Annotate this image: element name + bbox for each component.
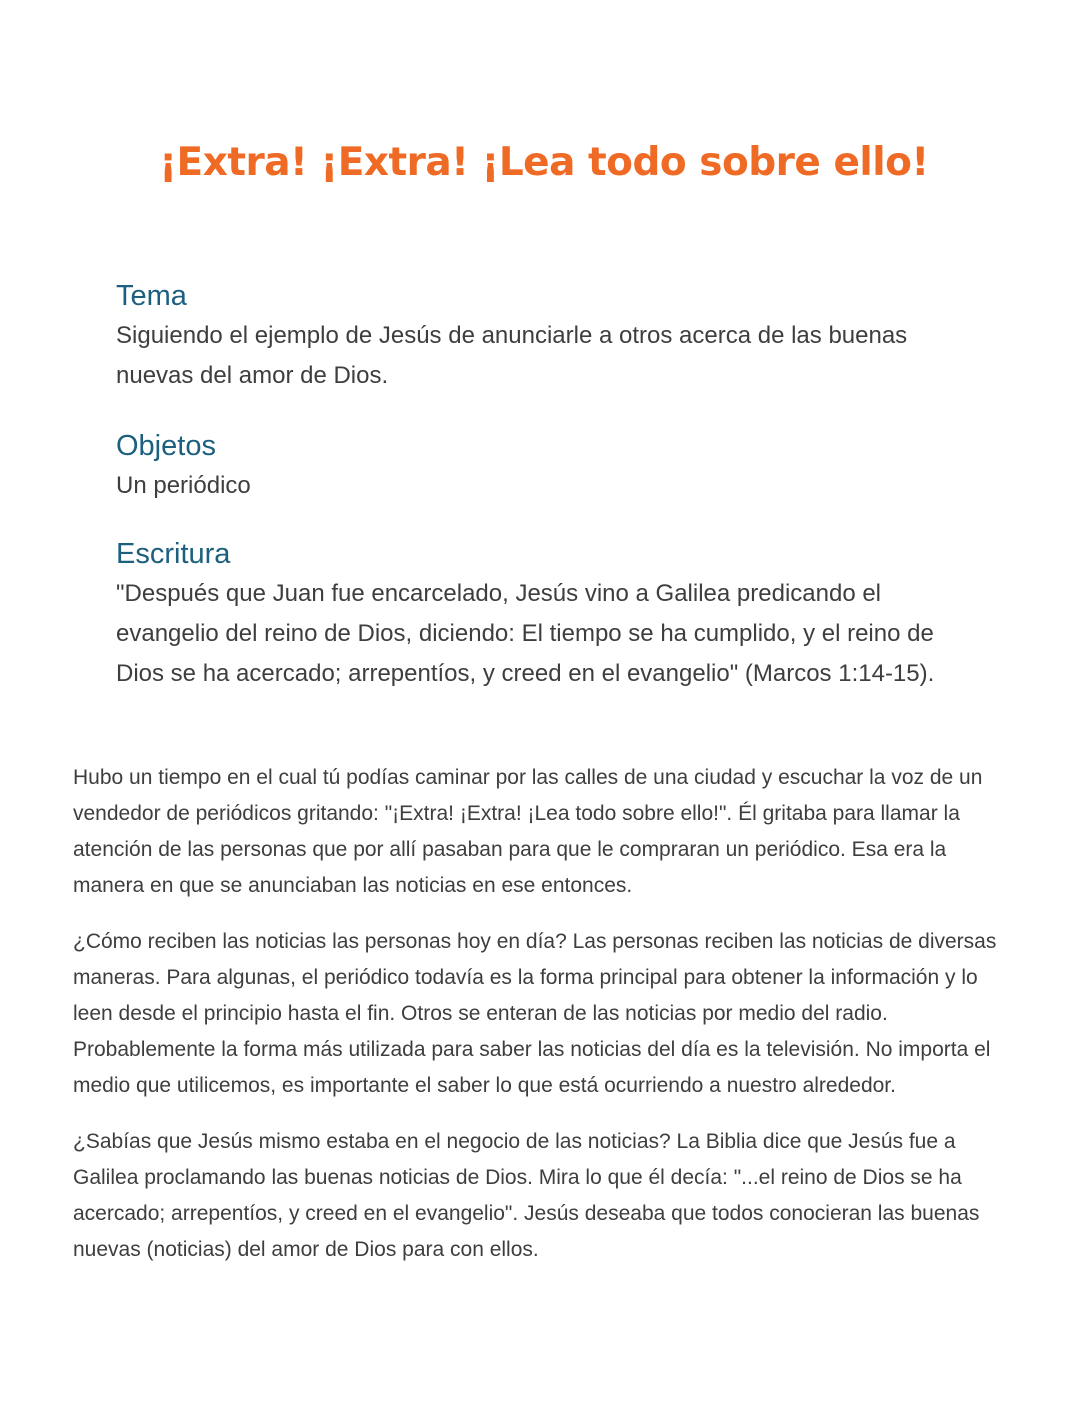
section-text-escritura: "Después que Juan fue encarcelado, Jesús vino a Galilea predicando el evangelio del reino de Dios, diciendo: El tiempo se ha cumplido, y el reino de Dios se ha acercado; arrepentíos, y creed en el evangelio" (Marcos 1:14-15). — [116, 580, 935, 687]
section-heading-objetos: Objetos — [116, 430, 216, 462]
lesson-info — [116, 276, 986, 694]
page-title: ¡Extra! ¡Extra! ¡Lea todo sobre ello! — [159, 140, 929, 185]
paragraph: ¿Sabías que Jesús mismo estaba en el negocio de las noticias? La Biblia dice que Jesús fue a Galilea proclamando las buenas noticias de Dios. Mira lo que él decía: "...el reino de Dios se ha acercado; arrepentíos, y creed en el evangelio". Jesús deseaba que todos conocieran las buenas nuevas (noticias) del amor de Dios para con ellos. — [73, 1130, 980, 1261]
section-text-tema: Siguiendo el ejemplo de Jesús de anunciarle a otros acerca de las buenas nuevas del amor de Dios. — [116, 322, 908, 389]
paragraph: Hubo un tiempo en el cual tú podías caminar por las calles de una ciudad y escuchar la voz de un vendedor de periódicos gritando: "¡Extra! ¡Extra! ¡Lea todo sobre ello!". Él gritaba para llamar la atención de las personas que por allí pasaban para que le compraran un periódico. Esa era la manera en que se anunciaban las noticias en ese entonces. — [73, 766, 983, 897]
section-objetos — [116, 426, 986, 506]
section-tema — [116, 276, 986, 396]
body-text — [73, 760, 1023, 1288]
paragraph: ¿Cómo reciben las noticias las personas hoy en día? Las personas reciben las noticias de diversas maneras. Para algunas, el periódico todavía es la forma principal para obtener la información y lo leen desde el principio hasta el fin. Otros se enteran de las noticias por medio del radio. Probablemente la forma más utilizada para saber las noticias del día es la televisión. No importa el medio que utilicemos, es importante el saber lo que está ocurriendo a nuestro alrededor. — [73, 930, 997, 1097]
section-escritura — [116, 534, 986, 694]
section-heading-tema: Tema — [116, 280, 187, 312]
section-heading-escritura: Escritura — [116, 538, 231, 570]
section-text-objetos: Un periódico — [116, 472, 251, 499]
